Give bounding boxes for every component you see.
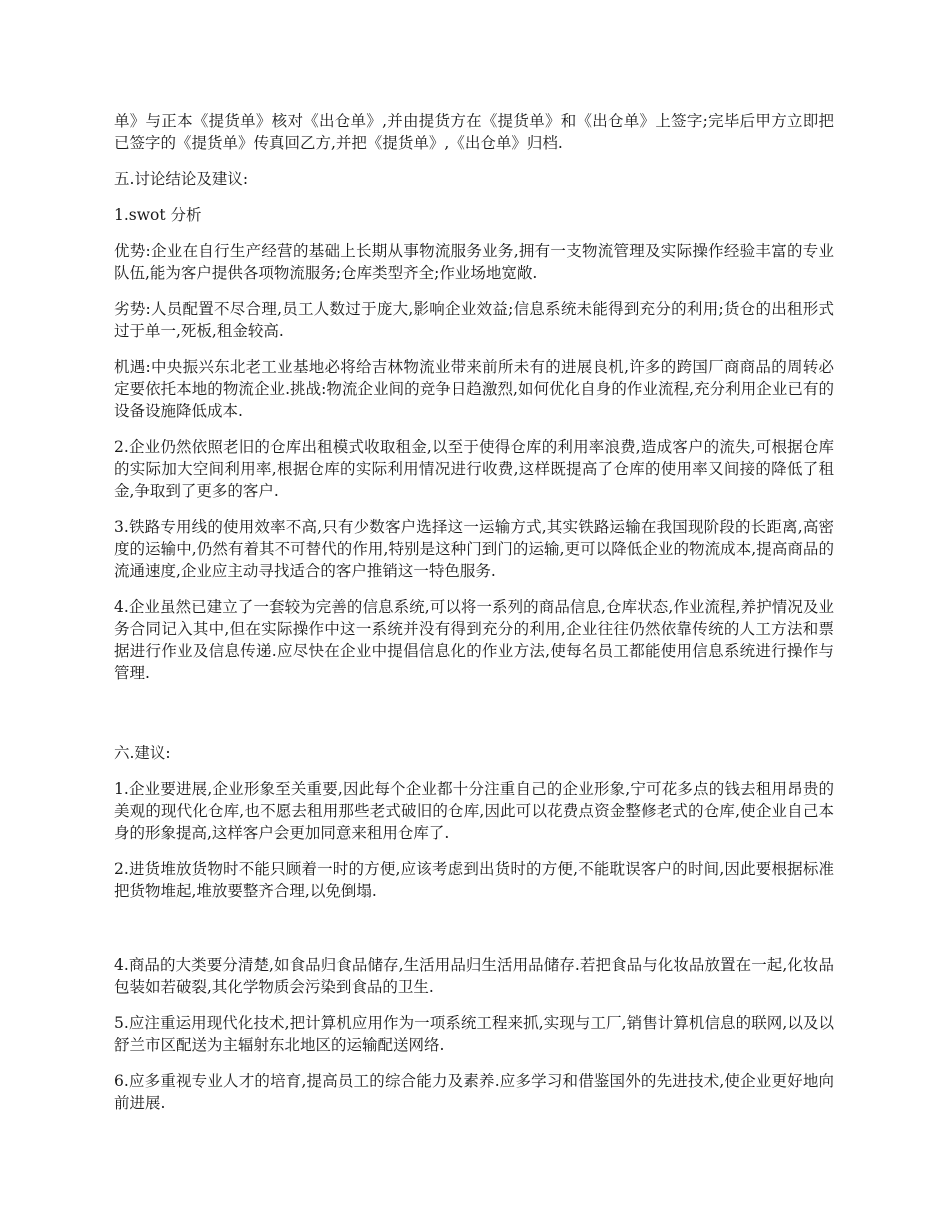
spacer	[114, 916, 834, 954]
conclusion-point-2: 2.企业仍然依照老旧的仓库出租模式收取租金,以至于使得仓库的利用率浪费,造成客户的流失,可根据仓库的实际加大空间利用率,根据仓库的实际利用情况进行收费,这样既提高了仓库的使用率又间接的降低了租金,争取到了更多的客户.	[114, 438, 834, 500]
suggestion-1: 1.企业要进展,企业形象至关重要,因此每个企业都十分注重自己的企业形象,宁可花多点的钱去租用昂贵的美观的现代化仓库,也不愿去租用那些老式破旧的仓库,因此可以花费点资金整修老式的仓库,使企业自己本身的形象提高,这样客户会更加同意来租用仓库了.	[114, 780, 834, 842]
swot-strengths: 优势:企业在自行生产经营的基础上长期从事物流服务业务,拥有一支物流管理及实际操作经验丰富的专业队伍,能为客户提供各项物流服务;仓库类型齐全;作业场地宽敞.	[114, 242, 834, 282]
spacer	[114, 698, 834, 742]
swot-opportunities: 机遇:中央振兴东北老工业基地必将给吉林物流业带来前所未有的进展良机,许多的跨国厂商商品的周转必定要依托本地的物流企业.挑战:物流企业间的竞争日趋激烈,如何优化自身的作业流程,充分利用企业已有的设备设施降低成本.	[114, 358, 834, 420]
intro-continuation: 单》与正本《提货单》核对《出仓单》,并由提货方在《提货单》和《出仓单》上签字;完毕后甲方立即把已签字的《提货单》传真回乙方,并把《提货单》,《出仓单》归档.	[114, 112, 834, 152]
section6-title: 六.建议:	[114, 744, 171, 762]
suggestion-6: 6.应多重视专业人才的培育,提高员工的综合能力及素养.应多学习和借鉴国外的先进技术,使企业更好地向前进展.	[114, 1072, 834, 1112]
document-page	[114, 110, 834, 1128]
swot-weaknesses: 劣势:人员配置不尽合理,员工人数过于庞大,影响企业效益;信息系统未能得到充分的利用;货仓的出租形式过于单一,死板,租金较高.	[114, 300, 834, 340]
suggestion-5: 5.应注重运用现代化技术,把计算机应用作为一项系统工程来抓,实现与工厂,销售计算机信息的联网,以及以舒兰市区配送为主辐射东北地区的运输配送网络.	[114, 1014, 834, 1054]
suggestion-4: 4.商品的大类要分清楚,如食品归食品储存,生活用品归生活用品储存.若把食品与化妆品放置在一起,化妆品包装如若破裂,其化学物质会污染到食品的卫生.	[114, 956, 834, 996]
suggestion-2: 2.进货堆放货物时不能只顾着一时的方便,应该考虑到出货时的方便,不能耽误客户的时间,因此要根据标准把货物堆起,堆放要整齐合理,以免倒塌.	[114, 860, 834, 900]
conclusion-point-3: 3.铁路专用线的使用效率不高,只有少数客户选择这一运输方式,其实铁路运输在我国现阶段的长距离,高密度的运输中,仍然有着其不可替代的作用,特别是这种门到门的运输,更可以降低企业的物流成本,提高商品的流通速度,企业应主动寻找适合的客户推销这一特色服务.	[114, 518, 834, 580]
conclusion-point-4: 4.企业虽然已建立了一套较为完善的信息系统,可以将一系列的商品信息,仓库状态,作业流程,养护情况及业务合同记入其中,但在实际操作中这一系统并没有得到充分的利用,企业往往仍然依靠传统的人工方法和票据进行作业及信息传递.应尽快在企业中提倡信息化的作业方法,使每名员工都能使用信息系统进行操作与管理.	[114, 598, 834, 682]
swot-title: 1.swot 分析	[114, 206, 202, 224]
section5-title: 五.讨论结论及建议:	[114, 170, 249, 188]
